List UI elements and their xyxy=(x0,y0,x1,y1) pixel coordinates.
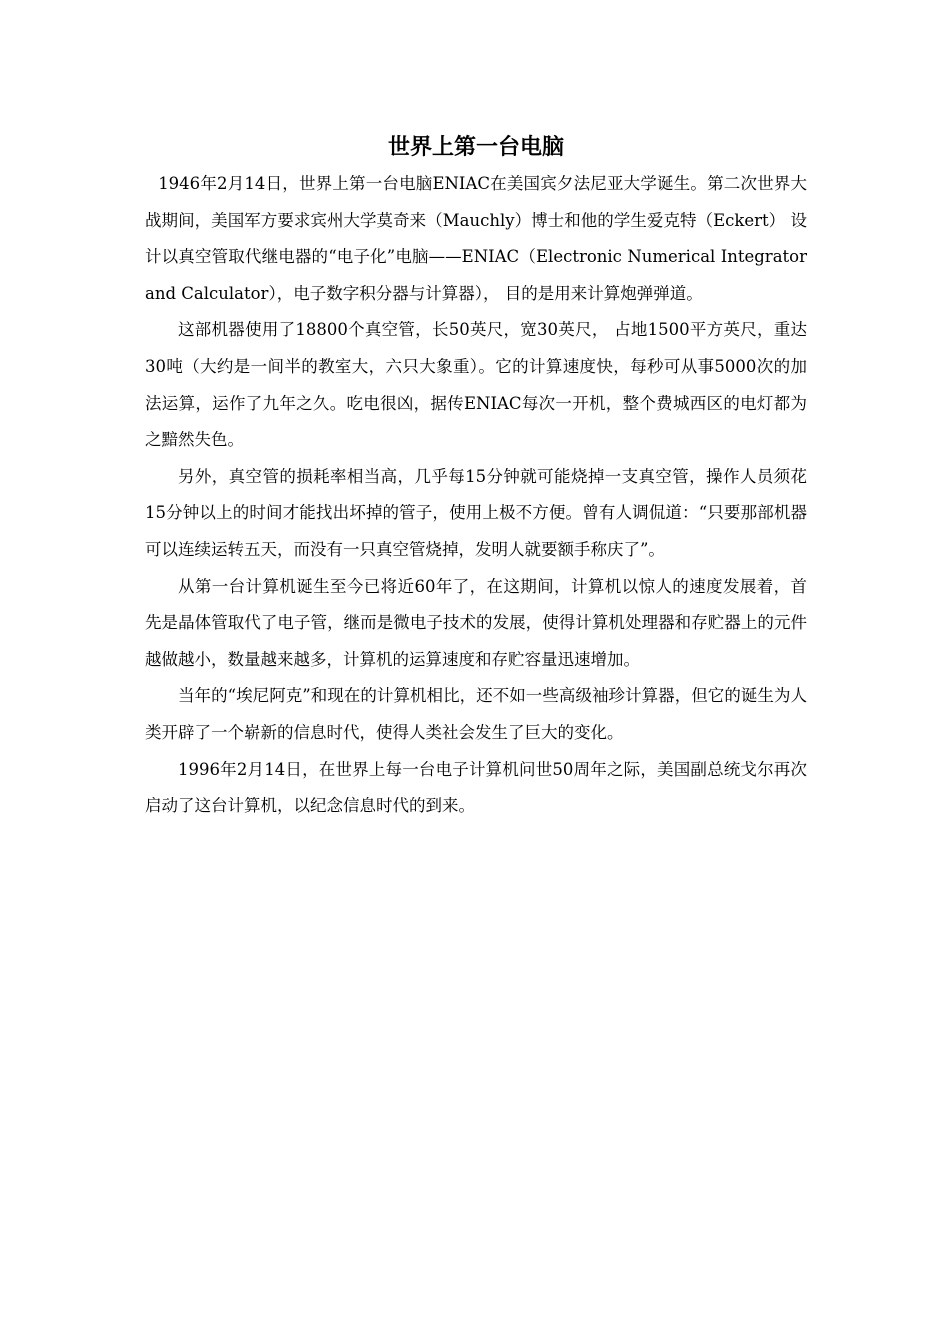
paragraph-machine-specs: 这部机器使用了18800个真空管，长50英尺，宽30英尺， 占地1500平方英尺，重达30吨（大约是一间半的教室大，六只大象重）。它的计算速度快，每秒可从事5000次的加法运算，运作了九年之久。吃电很凶，据传ENIAC每次一开机，整个费城西区的电灯都为之黯然失色。 xyxy=(145,320,807,450)
paragraph-development: 从第一台计算机诞生至今已将近60年了，在这期间，计算机以惊人的速度发展着，首先是晶体管取代了电子管，继而是微电子技术的发展，使得计算机处理器和存贮器上的元件越做越小，数量越来越多，计算机的运算速度和存贮容量迅速增加。 xyxy=(145,576,807,669)
document-page xyxy=(145,130,807,825)
paragraph-vacuum-tubes: 另外，真空管的损耗率相当高，几乎每15分钟就可能烧掉一支真空管，操作人员须花15分钟以上的时间才能找出坏掉的管子，使用上极不方便。曾有人调侃道：“只要那部机器可以连续运转五天，而没有一只真空管烧掉，发明人就要额手称庆了”。 xyxy=(145,466,807,559)
paragraph-anniversary: 1996年2月14日，在世界上每一台电子计算机问世50周年之际，美国副总统戈尔再次启动了这台计算机，以纪念信息时代的到来。 xyxy=(145,759,807,816)
document-title: 世界上第一台电脑 xyxy=(387,135,564,160)
paragraph-eniac-birth: 1946年2月14日，世界上第一台电脑ENIAC在美国宾夕法尼亚大学诞生。第二次世界大战期间，美国军方要求宾州大学莫奇来（Mauchly）博士和他的学生爱克特（Eckert） 设计以真空管取代继电器的“电子化”电脑——ENIAC（Electronic Numerical Integrator and Calculator），电子数字积分器与计算器）， 目的是用来计算炮弹弹道。 xyxy=(145,174,807,303)
paragraph-comparison: 当年的“埃尼阿克”和现在的计算机相比，还不如一些高级袖珍计算器，但它的诞生为人类开辟了一个崭新的信息时代，使得人类社会发生了巨大的变化。 xyxy=(145,686,807,742)
